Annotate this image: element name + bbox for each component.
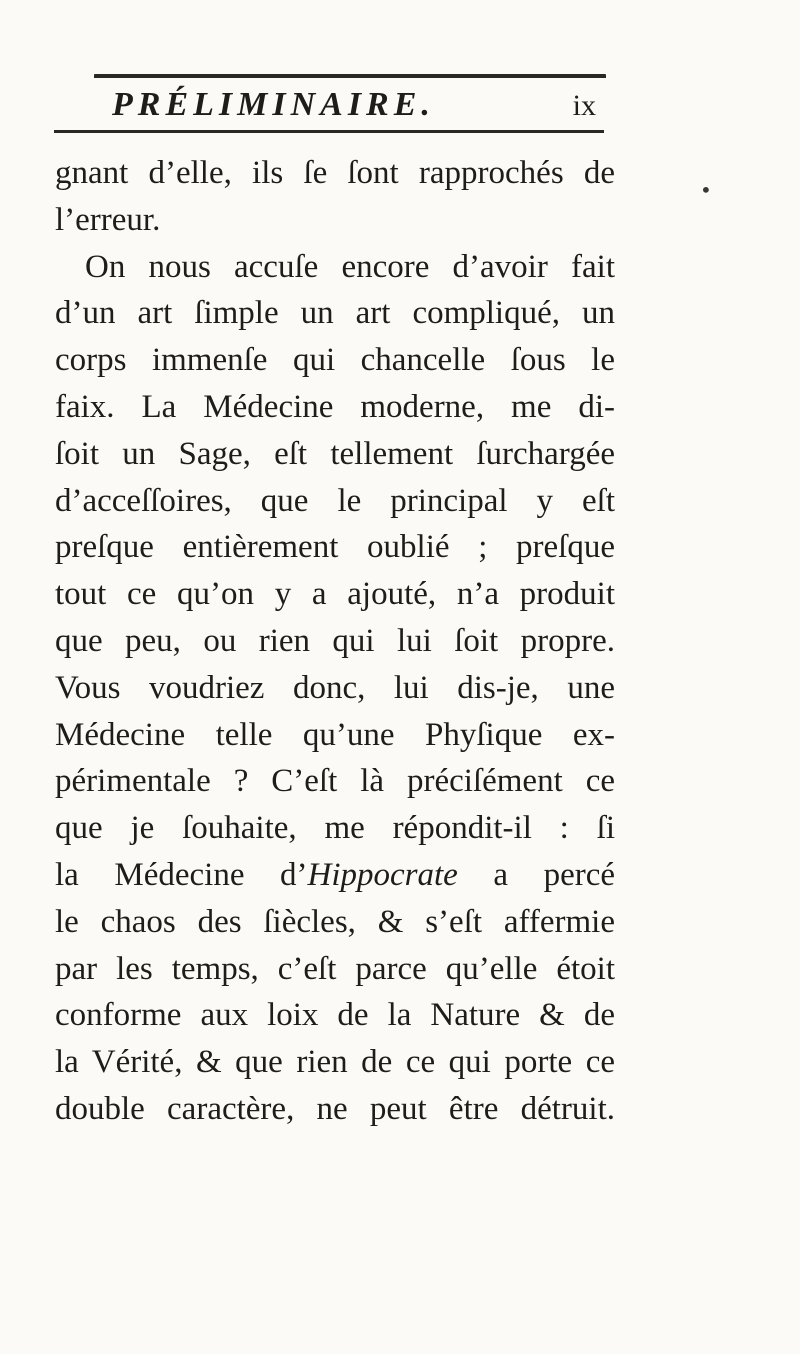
text-line: tout ce qu’on y a ajouté, n’a produit	[55, 576, 615, 613]
text-segment: la Médecine d’	[55, 856, 308, 893]
text-line: que je ſouhaite, me répondit-il : ſi	[55, 810, 615, 847]
text-line: gnant d’elle, ils ſe ſont rapprochés de	[55, 155, 615, 191]
running-title: PRÉLIMINAIRE.	[112, 86, 435, 123]
italic-name-hippocrate: Hippocrate	[307, 856, 458, 893]
text-line: d’acceſſoires, que le principal y eſt	[55, 482, 615, 519]
text-line: ſoit un Sage, eſt tellement ſurchargée	[55, 435, 615, 472]
text-line: corps immenſe qui chancelle ſous le	[55, 342, 615, 379]
text-line: que peu, ou rien qui lui ſoit propre.	[55, 622, 615, 659]
text-line: périmentale ? C’eſt là préciſément ce	[55, 763, 615, 800]
text-line: l’erreur.	[55, 201, 161, 238]
body-text	[55, 150, 615, 1133]
text-line: double caractère, ne peut être détruit.	[55, 1090, 615, 1127]
text-line: la Vérité, & que rien de ce qui porte ce	[55, 1044, 615, 1081]
running-header	[94, 74, 606, 133]
text-segment: a percé	[457, 856, 616, 893]
stray-mark: •	[700, 178, 712, 202]
text-line: faix. La Médecine moderne, me di-	[55, 388, 615, 425]
text-line: d’un art ſimple un art compliqué, un	[55, 295, 615, 332]
text-line: conforme aux loix de la Nature & de	[55, 997, 615, 1034]
header-rule-top	[94, 74, 606, 80]
header-rule-bottom	[54, 130, 604, 133]
text-line: preſque entièrement oublié ; preſque	[55, 529, 615, 566]
text-line-with-italic	[55, 852, 615, 899]
text-line: par les temps, c’eſt parce qu’elle étoit	[55, 950, 615, 987]
running-head-row	[94, 86, 606, 126]
text-line: le chaos des ſiècles, & s’eſt affermie	[55, 903, 615, 940]
text-line: Médecine telle qu’une Phyſique ex-	[55, 716, 615, 753]
text-line: On nous accuſe encore d’avoir fait	[85, 248, 615, 285]
page-number: ix	[572, 89, 596, 122]
text-line: Vous voudriez donc, lui dis-je, une	[55, 669, 615, 706]
